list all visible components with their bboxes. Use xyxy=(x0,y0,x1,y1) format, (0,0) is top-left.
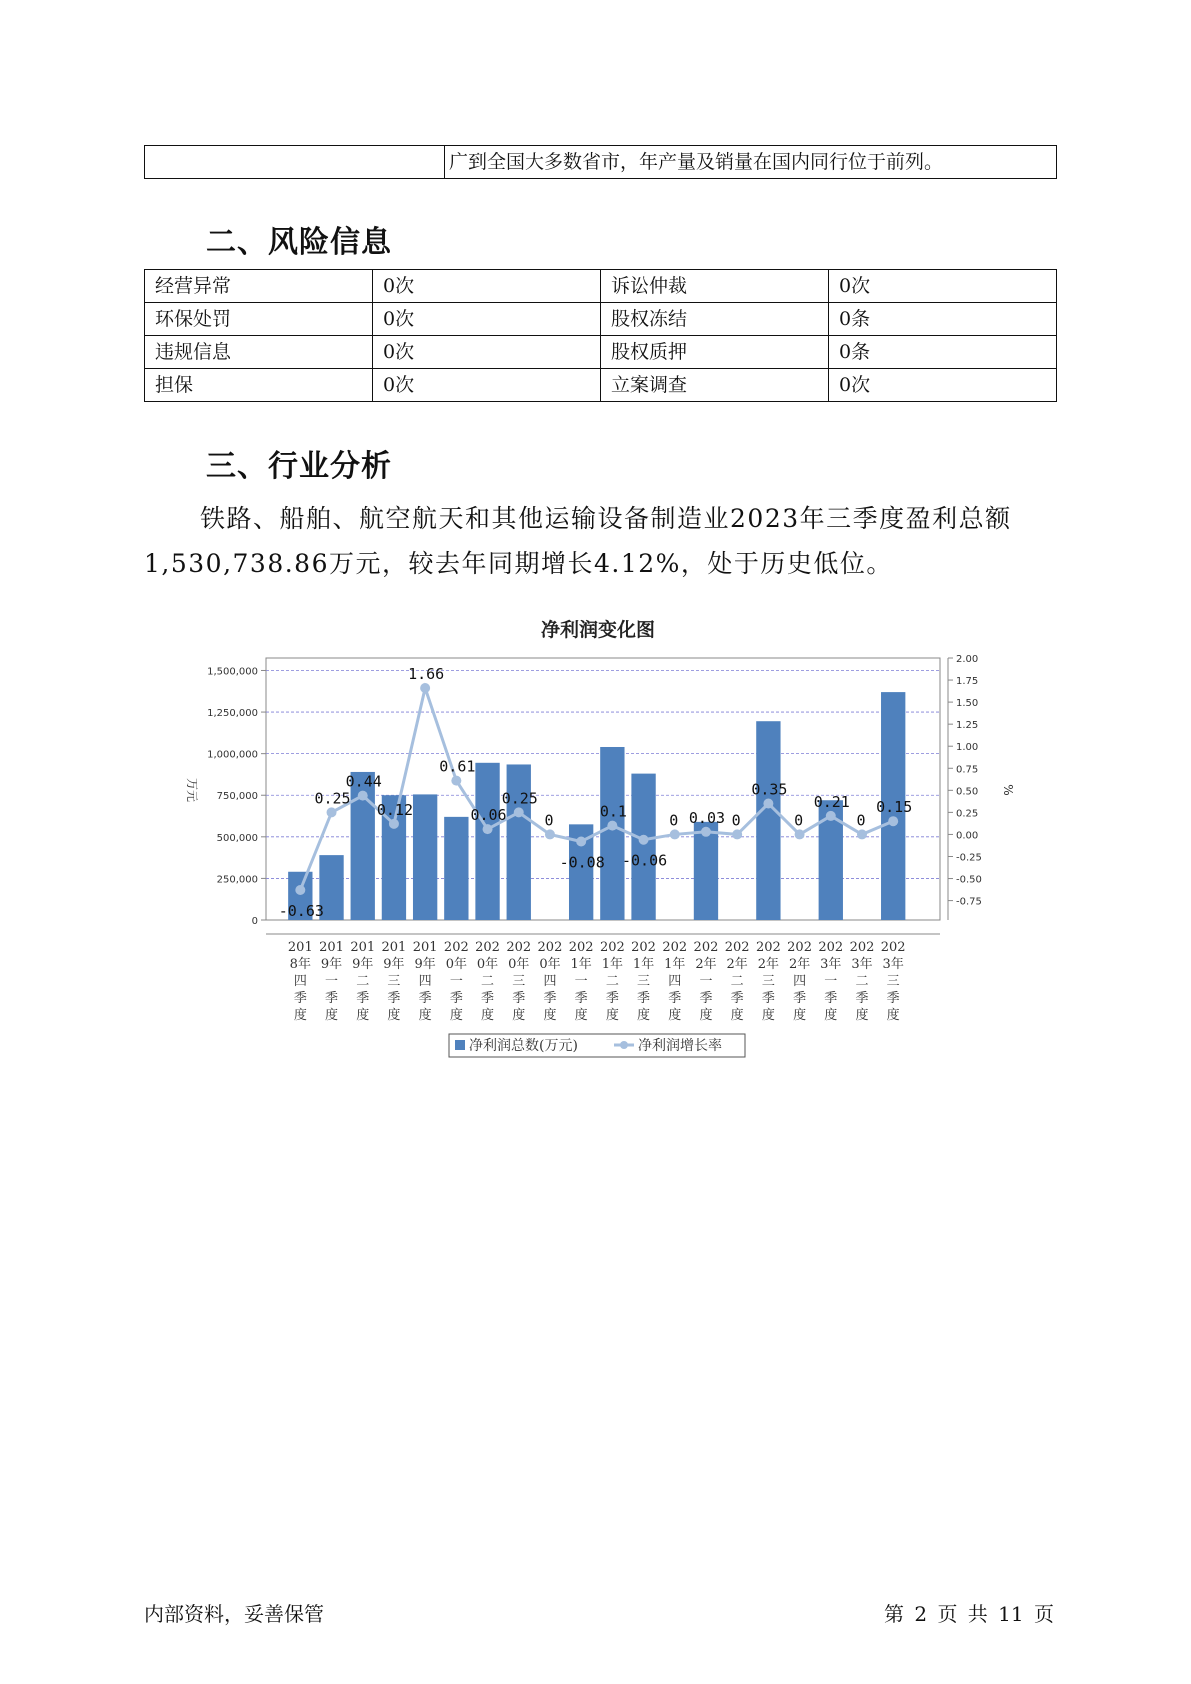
section-heading-risk: 二、风险信息 xyxy=(206,225,392,260)
risk-label: 立案调查 xyxy=(601,369,829,402)
x-tick-label: 0年 xyxy=(508,957,530,972)
legend-label-line: 净利润增长率 xyxy=(638,1038,722,1054)
section-heading-industry: 三、行业分析 xyxy=(206,449,392,484)
x-tick-label: 季 xyxy=(418,991,432,1006)
legend-swatch-point xyxy=(620,1041,628,1049)
x-tick-label: 3年 xyxy=(820,957,842,972)
x-tick-label: 季 xyxy=(730,991,744,1006)
y2-tick-label: 1.75 xyxy=(956,676,979,688)
x-tick-label: 四 xyxy=(668,974,682,989)
y2-tick-label: 1.25 xyxy=(956,720,979,732)
growth-rate-point xyxy=(670,829,680,839)
risk-label: 环保处罚 xyxy=(145,303,373,336)
x-tick-label: 2年 xyxy=(726,957,748,972)
x-tick-label: 2年 xyxy=(788,957,811,972)
x-tick-label: 202 xyxy=(599,940,625,955)
x-tick-label: 三 xyxy=(512,974,526,989)
growth-rate-label: -0.63 xyxy=(278,902,324,921)
x-tick-label: 四 xyxy=(418,974,432,989)
risk-label: 股权质押 xyxy=(601,336,829,369)
chart-title: 净利润变化图 xyxy=(540,619,656,641)
y-tick-label: 1,000,000 xyxy=(207,749,258,761)
x-tick-label: 三 xyxy=(761,974,775,989)
x-tick-label: 202 xyxy=(755,940,781,955)
y-tick-label: 1,250,000 xyxy=(207,708,258,720)
growth-rate-point xyxy=(545,829,555,839)
x-tick-label: 季 xyxy=(574,991,588,1006)
x-tick-label: 度 xyxy=(356,1008,370,1023)
x-tick-label: 201 xyxy=(412,940,438,955)
x-tick-label: 201 xyxy=(319,940,344,955)
x-tick-label: 二 xyxy=(605,974,619,989)
growth-rate-point xyxy=(857,829,867,839)
risk-value: 0次 xyxy=(373,336,601,369)
x-tick-label: 2年 xyxy=(757,957,780,972)
x-tick-label: 9年 xyxy=(320,957,343,972)
x-tick-label: 度 xyxy=(793,1008,807,1023)
chart-bar xyxy=(756,721,780,920)
x-tick-label: 202 xyxy=(818,940,844,955)
growth-rate-label: 0.1 xyxy=(599,802,627,821)
footer-page-number: 第 2 页 共 11 页 xyxy=(884,1602,1054,1626)
x-tick-label: 9年 xyxy=(383,957,405,972)
growth-rate-point xyxy=(732,829,742,839)
growth-rate-point xyxy=(358,791,368,801)
legend-label-bar: 净利润总数(万元) xyxy=(469,1038,578,1054)
risk-value: 0次 xyxy=(829,270,1057,303)
x-tick-label: 202 xyxy=(443,940,469,955)
x-tick-label: 9年 xyxy=(352,957,374,972)
x-tick-label: 度 xyxy=(886,1008,900,1023)
growth-rate-label: 0.06 xyxy=(470,806,507,825)
y-tick-label: 1,500,000 xyxy=(207,666,258,678)
x-tick-label: 202 xyxy=(724,940,750,955)
growth-rate-label: 0.35 xyxy=(751,780,788,799)
growth-rate-point xyxy=(763,799,773,809)
x-tick-label: 202 xyxy=(880,940,906,955)
y2-tick-label: -0.75 xyxy=(956,896,982,908)
x-tick-label: 202 xyxy=(849,940,875,955)
x-tick-label: 1年 xyxy=(601,957,624,972)
x-tick-label: 3年 xyxy=(882,957,904,972)
y2-tick-label: 1.00 xyxy=(956,742,979,754)
x-tick-label: 季 xyxy=(855,991,869,1006)
x-tick-label: 四 xyxy=(293,974,307,989)
x-tick-label: 季 xyxy=(699,991,713,1006)
growth-rate-label: 0 xyxy=(669,811,679,830)
y-tick-label: 500,000 xyxy=(216,832,258,844)
risk-value: 0条 xyxy=(829,336,1057,369)
table-cell: 广到全国大多数省市，年产量及销量在国内同行位于前列。 xyxy=(445,146,1057,179)
x-tick-label: 度 xyxy=(512,1008,526,1023)
x-tick-label: 201 xyxy=(350,940,376,955)
x-tick-label: 季 xyxy=(325,991,339,1006)
legend-swatch-bar xyxy=(455,1040,465,1050)
x-tick-label: 二 xyxy=(481,974,495,989)
growth-rate-label: 0.12 xyxy=(376,800,413,819)
x-tick-label: 季 xyxy=(637,991,651,1006)
x-tick-label: 季 xyxy=(481,991,495,1006)
risk-value: 0条 xyxy=(829,303,1057,336)
chart-bar xyxy=(413,794,437,920)
risk-value: 0次 xyxy=(829,369,1057,402)
chart-bar xyxy=(475,763,499,920)
x-tick-label: 季 xyxy=(793,991,807,1006)
growth-rate-label: 0.03 xyxy=(688,808,726,827)
growth-rate-label: 0.61 xyxy=(439,757,476,776)
x-tick-label: 202 xyxy=(662,940,688,955)
growth-rate-point xyxy=(295,885,305,895)
x-tick-label: 2年 xyxy=(695,957,717,972)
risk-label: 诉讼仲裁 xyxy=(601,270,829,303)
growth-rate-point xyxy=(327,807,337,817)
growth-rate-label: 0.25 xyxy=(314,789,351,808)
growth-rate-point xyxy=(701,827,711,837)
x-tick-label: 0年 xyxy=(445,957,467,972)
growth-rate-point xyxy=(795,829,805,839)
x-tick-label: 201 xyxy=(287,940,313,955)
x-tick-label: 202 xyxy=(475,940,500,955)
x-tick-label: 季 xyxy=(512,991,526,1006)
x-tick-label: 0年 xyxy=(476,957,499,972)
growth-rate-label: 0.21 xyxy=(813,792,850,811)
x-tick-label: 季 xyxy=(449,991,463,1006)
growth-rate-label: 0 xyxy=(544,811,554,830)
y-axis-label: 万元 xyxy=(185,777,199,803)
x-tick-label: 季 xyxy=(387,991,401,1006)
x-tick-label: 度 xyxy=(824,1008,838,1023)
chart-bar xyxy=(631,774,655,920)
chart-bar xyxy=(444,817,468,920)
y2-tick-label: -0.25 xyxy=(956,852,982,864)
y2-tick-label: 0.75 xyxy=(956,764,979,776)
x-tick-label: 度 xyxy=(325,1008,339,1023)
x-tick-label: 8年 xyxy=(289,957,311,972)
growth-rate-point xyxy=(451,776,461,786)
x-tick-label: 201 xyxy=(381,940,407,955)
y2-tick-label: 2.00 xyxy=(956,654,979,665)
x-tick-label: 度 xyxy=(605,1008,619,1023)
risk-value: 0次 xyxy=(373,270,601,303)
x-tick-label: 度 xyxy=(637,1008,651,1023)
growth-rate-label: 1.66 xyxy=(408,664,445,683)
x-tick-label: 度 xyxy=(449,1008,463,1023)
growth-rate-label: 0.44 xyxy=(345,772,382,791)
x-tick-label: 一 xyxy=(824,974,838,989)
footer-confidential-note: 内部资料，妥善保管 xyxy=(144,1602,324,1626)
x-tick-label: 四 xyxy=(543,974,557,989)
x-tick-label: 三 xyxy=(886,974,900,989)
risk-value: 0次 xyxy=(373,369,601,402)
x-tick-label: 季 xyxy=(543,991,557,1006)
x-tick-label: 9年 xyxy=(414,957,436,972)
growth-rate-point xyxy=(639,835,649,845)
x-tick-label: 度 xyxy=(761,1008,775,1023)
risk-label: 经营异常 xyxy=(145,270,373,303)
growth-rate-point xyxy=(888,816,898,826)
x-tick-label: 度 xyxy=(855,1008,869,1023)
risk-label: 担保 xyxy=(145,369,373,402)
x-tick-label: 1年 xyxy=(570,957,592,972)
x-tick-label: 202 xyxy=(693,940,719,955)
x-tick-label: 季 xyxy=(668,991,682,1006)
growth-rate-label: 0.15 xyxy=(876,798,913,817)
x-tick-label: 202 xyxy=(631,940,656,955)
x-tick-label: 季 xyxy=(761,991,775,1006)
x-tick-label: 季 xyxy=(356,991,370,1006)
growth-rate-point xyxy=(420,683,430,693)
growth-rate-point xyxy=(514,807,524,817)
x-tick-label: 一 xyxy=(699,974,713,989)
chart-bar xyxy=(600,747,624,920)
y2-tick-label: 0.25 xyxy=(956,808,979,820)
x-tick-label: 1年 xyxy=(664,957,686,972)
y-tick-label: 250,000 xyxy=(216,874,258,886)
growth-rate-label: 0 xyxy=(731,811,741,830)
growth-rate-label: -0.06 xyxy=(621,851,668,870)
x-tick-label: 度 xyxy=(574,1008,588,1023)
x-tick-label: 三 xyxy=(387,974,401,989)
x-tick-label: 季 xyxy=(824,991,838,1006)
growth-rate-point xyxy=(389,819,399,829)
x-tick-label: 季 xyxy=(293,991,307,1006)
x-tick-label: 度 xyxy=(293,1008,307,1023)
risk-label: 违规信息 xyxy=(145,336,373,369)
chart-bar xyxy=(507,764,531,920)
x-tick-label: 度 xyxy=(730,1008,744,1023)
x-tick-label: 202 xyxy=(568,940,594,955)
y-tick-label: 0 xyxy=(251,916,258,927)
x-tick-label: 一 xyxy=(449,974,463,989)
x-tick-label: 四 xyxy=(793,974,807,989)
x-tick-label: 二 xyxy=(855,974,869,989)
risk-value: 0次 xyxy=(373,303,601,336)
x-tick-label: 202 xyxy=(787,940,812,955)
growth-rate-point xyxy=(826,811,836,821)
y-tick-label: 750,000 xyxy=(216,791,258,803)
x-tick-label: 度 xyxy=(481,1008,495,1023)
growth-rate-point xyxy=(576,836,586,846)
industry-paragraph-line2: 1,530,738.86万元，较去年同期增长4.12%，处于历史低位。 xyxy=(144,549,893,578)
growth-rate-point xyxy=(483,824,493,834)
x-tick-label: 度 xyxy=(699,1008,713,1023)
x-tick-label: 1年 xyxy=(632,957,655,972)
x-tick-label: 3年 xyxy=(851,957,873,972)
x-tick-label: 202 xyxy=(506,940,532,955)
y2-tick-label: 0.50 xyxy=(956,786,979,798)
x-tick-label: 202 xyxy=(537,940,563,955)
x-tick-label: 三 xyxy=(637,974,651,989)
growth-rate-label: 0 xyxy=(856,811,866,830)
growth-rate-label: 0 xyxy=(794,811,804,830)
x-tick-label: 度 xyxy=(543,1008,557,1023)
industry-paragraph-line1: 铁路、船舶、航空航天和其他运输设备制造业2023年三季度盈利总额 xyxy=(200,504,1012,533)
x-tick-label: 度 xyxy=(668,1008,682,1023)
y2-tick-label: -0.50 xyxy=(956,874,982,886)
y2-tick-label: 0.00 xyxy=(956,830,979,842)
x-tick-label: 一 xyxy=(574,974,588,989)
x-tick-label: 0年 xyxy=(539,957,561,972)
x-tick-label: 度 xyxy=(418,1008,432,1023)
x-tick-label: 季 xyxy=(605,991,619,1006)
y2-axis-label: % xyxy=(1001,784,1015,796)
x-tick-label: 二 xyxy=(356,974,370,989)
x-tick-label: 二 xyxy=(730,974,744,989)
growth-rate-point xyxy=(607,821,617,831)
x-tick-label: 一 xyxy=(325,974,339,989)
growth-rate-label: 0.25 xyxy=(501,789,538,808)
risk-label: 股权冻结 xyxy=(601,303,829,336)
x-tick-label: 度 xyxy=(387,1008,401,1023)
y2-tick-label: 1.50 xyxy=(956,698,979,710)
x-tick-label: 季 xyxy=(886,991,900,1006)
growth-rate-label: -0.08 xyxy=(559,853,605,872)
